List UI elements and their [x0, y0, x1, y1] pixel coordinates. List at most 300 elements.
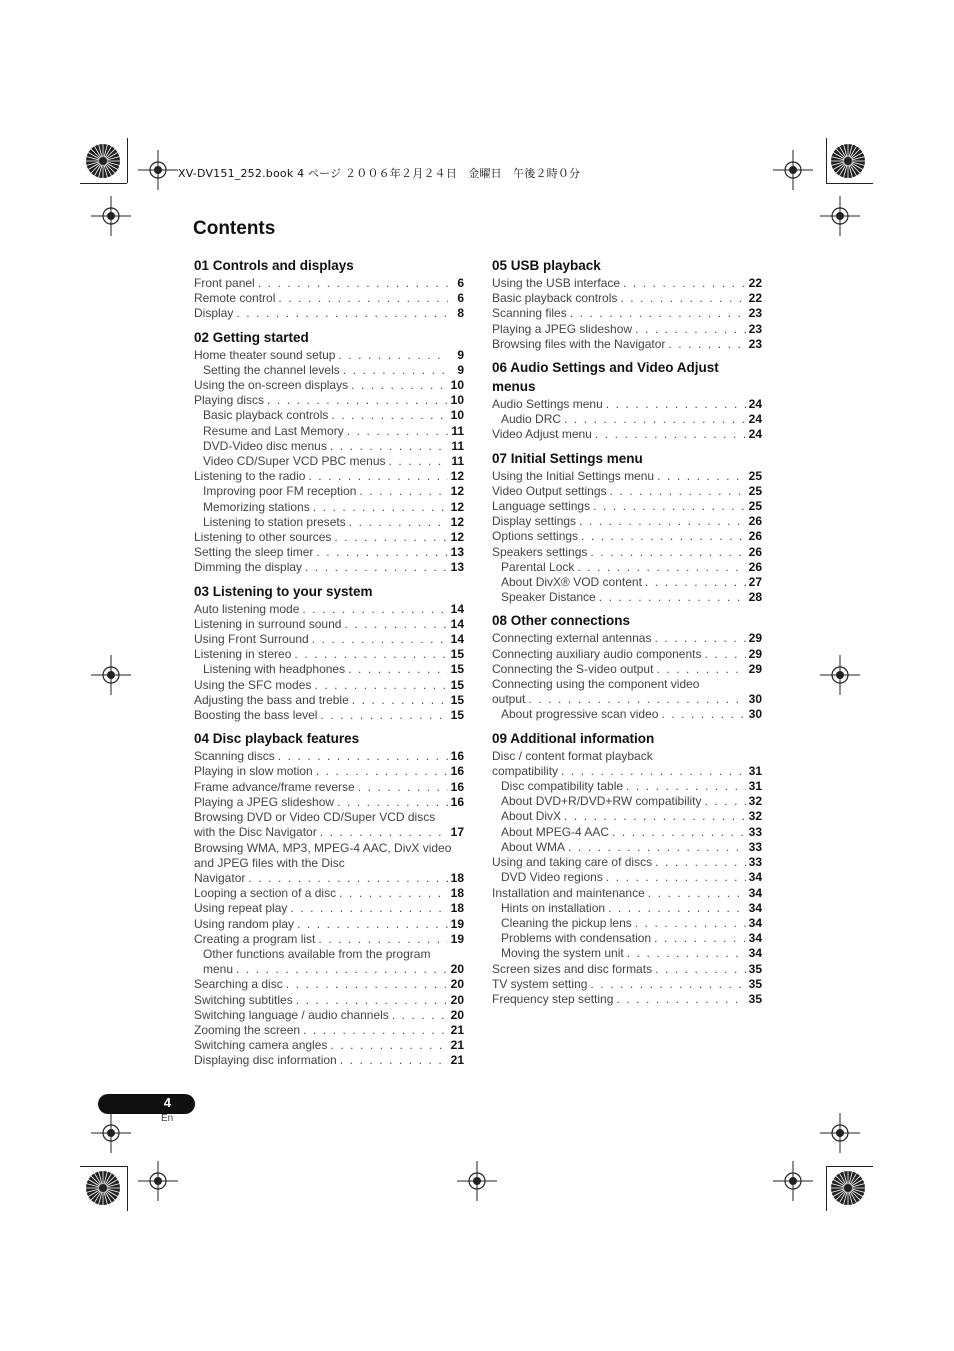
registration-starburst-icon: [85, 1170, 121, 1206]
toc-page-number: 18: [450, 901, 464, 916]
toc-entry[interactable]: [194, 780, 464, 795]
toc-page-number: 12: [450, 499, 464, 514]
toc-page-number: 18: [450, 886, 464, 901]
dot-leader: [248, 871, 448, 886]
dot-leader: [606, 870, 746, 885]
toc-entry[interactable]: [492, 764, 762, 779]
dot-leader: [348, 662, 448, 677]
toc-page-number: 24: [748, 397, 762, 412]
toc-entry[interactable]: [194, 825, 464, 840]
toc-page-number: 11: [451, 423, 464, 438]
toc-section: [194, 256, 464, 322]
toc-page-number: 26: [748, 544, 762, 559]
crop-line: [826, 1166, 827, 1211]
toc-section: [492, 449, 762, 606]
toc-entry-label: Using the USB interface: [492, 276, 621, 290]
dot-leader: [635, 322, 746, 337]
toc-entry[interactable]: [194, 962, 464, 977]
toc-left-column: [194, 256, 464, 1075]
toc-entry-label: Looping a section of a disc: [194, 886, 337, 901]
toc-entry[interactable]: [194, 708, 464, 723]
toc-entry-label: Using Front Surround: [194, 632, 309, 647]
toc-entry[interactable]: [492, 855, 762, 870]
toc-entry-label: Video CD/Super VCD PBC menus: [203, 454, 386, 469]
toc-entry-label: Frequency step setting: [492, 991, 614, 1006]
toc-page-number: 29: [748, 631, 762, 646]
toc-entry[interactable]: [194, 500, 464, 515]
toc-entry[interactable]: [194, 871, 464, 886]
toc-page-number: 11: [451, 454, 464, 469]
toc-entry[interactable]: [492, 825, 762, 840]
toc-page-number: 21: [450, 1053, 464, 1068]
toc-page-number: 23: [748, 321, 762, 336]
toc-entry[interactable]: [492, 291, 762, 306]
toc-page-number: 10: [450, 378, 464, 393]
toc-entry[interactable]: [492, 499, 762, 514]
toc-entry[interactable]: [492, 427, 762, 442]
registration-crosshair-icon: [457, 1161, 497, 1201]
dot-leader: [528, 692, 746, 707]
toc-page-number: 24: [748, 427, 762, 442]
toc-entry-label: About DivX® VOD content: [501, 575, 642, 590]
toc-entry-label: Searching a disc: [194, 977, 283, 992]
toc-entry[interactable]: [492, 962, 762, 977]
dot-leader: [577, 560, 746, 575]
toc-entry-label: Setting the sleep timer: [194, 545, 314, 560]
toc-entry-label: Browsing files with the Navigator: [492, 336, 666, 351]
registration-crosshair-icon: [773, 150, 813, 190]
toc-entry-label: Browsing WMA, MP3, MPEG-4 AAC, DivX video and JPEG files with the Disc: [194, 840, 452, 870]
toc-entry-label: Listening to other sources: [194, 530, 332, 545]
toc-entry-label: Using and taking care of discs: [492, 855, 653, 870]
dot-leader: [564, 412, 746, 427]
toc-page-number: 12: [450, 514, 464, 529]
registration-crosshair-icon: [91, 1113, 131, 1153]
toc-page-number: 35: [748, 976, 762, 991]
dot-leader: [654, 631, 746, 646]
toc-entry[interactable]: [194, 886, 464, 901]
toc-entry-label: Creating a program list: [194, 931, 316, 946]
toc-entry-label: Setting the channel levels: [203, 362, 340, 377]
toc-page-number: 29: [748, 646, 762, 661]
dot-leader: [593, 499, 746, 514]
dot-leader: [297, 917, 448, 932]
toc-entry-label: DVD-Video disc menus: [203, 438, 327, 453]
toc-entry-label: Connecting the S-video output: [492, 661, 654, 676]
dot-leader: [308, 469, 448, 484]
toc-entry[interactable]: [492, 322, 762, 337]
dot-leader: [661, 707, 746, 722]
toc-page-number: 34: [748, 915, 762, 930]
toc-entry[interactable]: [194, 1038, 464, 1053]
toc-entry-label: Switching subtitles: [194, 992, 293, 1007]
section-heading: 02 Getting started: [194, 329, 309, 345]
registration-crosshair-icon: [820, 196, 860, 236]
toc-page-number: 19: [450, 931, 464, 946]
dot-leader: [351, 378, 448, 393]
toc-page-number: 34: [748, 885, 762, 900]
toc-entry[interactable]: [492, 545, 762, 560]
toc-page-number: 12: [450, 469, 464, 484]
toc-entry-label: menu: [203, 962, 234, 977]
toc-entry[interactable]: [492, 794, 762, 809]
toc-entry[interactable]: [492, 484, 762, 499]
toc-entry[interactable]: [194, 693, 464, 708]
toc-entry[interactable]: [492, 840, 762, 855]
toc-entry[interactable]: [194, 306, 464, 321]
toc-entry-label: Auto listening mode: [194, 601, 300, 616]
toc-entry[interactable]: [194, 764, 464, 779]
toc-entry[interactable]: [492, 992, 762, 1007]
toc-entry[interactable]: [194, 439, 464, 454]
toc-entry-label: Basic playback controls: [203, 408, 329, 423]
toc-entry[interactable]: [492, 779, 762, 794]
toc-page-number: 33: [748, 855, 762, 870]
toc-entry-label: Problems with condensation: [501, 931, 652, 946]
dot-leader: [312, 632, 448, 647]
registration-crosshair-icon: [820, 1113, 860, 1153]
toc-entry[interactable]: [194, 484, 464, 499]
toc-entry-label: Speaker Distance: [501, 590, 596, 605]
toc-entry[interactable]: [492, 647, 762, 662]
toc-entry-label: Video Output settings: [492, 483, 607, 498]
crop-line: [826, 183, 873, 184]
toc-entry[interactable]: [194, 749, 464, 764]
dot-leader: [657, 469, 746, 484]
toc-entry-label: compatibility: [492, 763, 559, 778]
registration-crosshair-icon: [773, 1161, 813, 1201]
toc-page-number: 23: [748, 336, 762, 351]
toc-entry[interactable]: [194, 393, 464, 408]
toc-entry-label: Audio DRC: [501, 412, 562, 427]
toc-entry[interactable]: [492, 276, 762, 291]
toc-entry[interactable]: [194, 424, 464, 439]
toc-entry-label: Browsing DVD or Video CD/Super VCD discs: [194, 810, 436, 825]
toc-page-number: 29: [748, 661, 762, 676]
toc-page-number: 15: [450, 662, 464, 677]
toc-entry-label: Navigator: [194, 870, 246, 885]
toc-entry-label: Playing a JPEG slideshow: [194, 794, 335, 809]
toc-entry[interactable]: [492, 590, 762, 605]
toc-entry[interactable]: [492, 397, 762, 412]
dot-leader: [626, 779, 746, 794]
page-title: Contents: [193, 218, 276, 239]
dot-leader: [236, 306, 448, 321]
toc-entry-label: Using repeat play: [194, 901, 288, 916]
toc-entry[interactable]: [492, 946, 762, 961]
toc-entry[interactable]: [194, 291, 464, 306]
toc-entry-label: Front panel: [194, 276, 255, 290]
dot-leader: [612, 825, 746, 840]
toc-entry[interactable]: [194, 530, 464, 545]
toc-page-number: 24: [748, 412, 762, 427]
toc-entry-label: Parental Lock: [501, 559, 575, 574]
dot-leader: [258, 276, 448, 291]
toc-entry[interactable]: [194, 560, 464, 575]
toc-entry-label: Displaying disc information: [194, 1053, 337, 1068]
toc-entry[interactable]: [492, 337, 762, 352]
dot-leader: [359, 484, 448, 499]
toc-entry-label: About progressive scan video: [501, 707, 659, 722]
dot-leader: [347, 424, 448, 439]
toc-page-number: 6: [457, 276, 464, 290]
section-heading: 03 Listening to your system: [194, 583, 373, 599]
dot-leader: [389, 454, 448, 469]
toc-page-number: 9: [457, 347, 464, 362]
dot-leader: [294, 647, 448, 662]
toc-page-number: 30: [748, 692, 762, 707]
print-header: XV-DV151_252.book 4 ページ ２００６年２月２４日 金曜日 午後２時０分: [178, 167, 581, 180]
toc-page-number: 21: [450, 1038, 464, 1053]
dot-leader: [581, 529, 746, 544]
registration-crosshair-icon: [138, 150, 178, 190]
toc-page-number: 34: [748, 946, 762, 961]
toc-entry[interactable]: [194, 1053, 464, 1068]
toc-page-number: 15: [450, 677, 464, 692]
dot-leader: [290, 901, 448, 916]
toc-entry[interactable]: [492, 901, 762, 916]
dot-leader: [343, 363, 448, 378]
dot-leader: [314, 678, 448, 693]
dot-leader: [623, 276, 746, 291]
dot-leader: [570, 306, 746, 321]
toc-entry[interactable]: [194, 545, 464, 560]
toc-entry[interactable]: [194, 408, 464, 423]
toc-entry[interactable]: [194, 632, 464, 647]
dot-leader: [704, 647, 746, 662]
crop-line: [127, 1166, 128, 1211]
toc-page-number: 13: [450, 545, 464, 560]
dot-leader: [340, 1053, 448, 1068]
toc-page-number: 6: [457, 291, 464, 306]
toc-entry-label: Listening in stereo: [194, 647, 292, 662]
registration-crosshair-icon: [91, 655, 131, 695]
toc-entry[interactable]: [492, 809, 762, 824]
toc-entry[interactable]: [492, 692, 762, 707]
toc-entry-label: Zooming the screen: [194, 1022, 301, 1037]
toc-entry[interactable]: [194, 1008, 464, 1023]
toc-entry[interactable]: [492, 529, 762, 544]
toc-entry[interactable]: [194, 993, 464, 1008]
crop-line: [80, 1166, 127, 1167]
toc-entry-label: About WMA: [501, 839, 566, 854]
toc-entry-label: Connecting using the component video: [492, 677, 700, 692]
toc-entry-label: Using the on-screen displays: [194, 378, 349, 393]
toc-page-number: 32: [748, 809, 762, 824]
toc-entry[interactable]: [194, 363, 464, 378]
toc-entry-label: Moving the system unit: [501, 946, 624, 961]
toc-entry-continued: [194, 841, 464, 871]
toc-entry-continued: [492, 749, 762, 764]
toc-entry[interactable]: [492, 707, 762, 722]
toc-entry[interactable]: [194, 795, 464, 810]
toc-page-number: 14: [450, 601, 464, 616]
dot-leader: [590, 977, 746, 992]
toc-entry-label: DVD Video regions: [501, 870, 603, 885]
toc-entry[interactable]: [492, 631, 762, 646]
section-heading: 07 Initial Settings menu: [492, 450, 643, 466]
toc-entry[interactable]: [194, 617, 464, 632]
dot-leader: [608, 901, 746, 916]
dot-leader: [330, 1038, 448, 1053]
toc-page-number: 30: [748, 707, 762, 722]
toc-section: [194, 328, 464, 576]
dot-leader: [645, 575, 746, 590]
toc-page-number: 34: [748, 900, 762, 915]
toc-page-number: 11: [451, 438, 464, 453]
toc-entry-continued: [194, 810, 464, 825]
toc-entry[interactable]: [194, 602, 464, 617]
toc-entry[interactable]: [194, 662, 464, 677]
toc-page-number: 31: [748, 763, 762, 778]
toc-entry[interactable]: [492, 931, 762, 946]
dot-leader: [278, 291, 448, 306]
toc-entry[interactable]: [194, 469, 464, 484]
toc-entry-label: Options settings: [492, 529, 579, 544]
toc-entry[interactable]: [194, 276, 464, 291]
dot-leader: [392, 1008, 448, 1023]
toc-entry-label: Using the SFC modes: [194, 677, 312, 692]
toc-entry[interactable]: [194, 378, 464, 393]
dot-leader: [648, 886, 746, 901]
toc-entry[interactable]: [194, 647, 464, 662]
toc-right-column: [492, 256, 762, 1013]
section-heading: 09 Additional information: [492, 730, 655, 746]
toc-entry[interactable]: [492, 870, 762, 885]
toc-entry-label: Using random play: [194, 916, 295, 931]
toc-entry[interactable]: [194, 454, 464, 469]
toc-page-number: 25: [748, 483, 762, 498]
toc-entry-label: Listening to station presets: [203, 514, 346, 529]
toc-page-number: 17: [450, 825, 464, 840]
toc-entry-label: About DivX: [501, 809, 562, 824]
toc-page-number: 19: [450, 916, 464, 931]
toc-entry[interactable]: [492, 412, 762, 427]
toc-entry[interactable]: [492, 886, 762, 901]
toc-entry-label: Dimming the display: [194, 560, 303, 575]
toc-entry-label: Memorizing stations: [203, 499, 310, 514]
toc-section: [492, 358, 762, 443]
toc-entry-label: Home theater sound setup: [194, 347, 336, 362]
toc-entry-label: Speakers settings: [492, 544, 588, 559]
toc-entry-label: Playing a JPEG slideshow: [492, 321, 633, 336]
toc-page-number: 9: [457, 362, 464, 377]
dot-leader: [610, 484, 746, 499]
dot-leader: [316, 545, 448, 560]
toc-page-number: 33: [748, 824, 762, 839]
dot-leader: [620, 291, 746, 306]
toc-entry[interactable]: [492, 306, 762, 321]
toc-entry[interactable]: [492, 469, 762, 484]
dot-leader: [705, 794, 746, 809]
toc-page-number: 27: [748, 575, 762, 590]
toc-section: [194, 582, 464, 724]
toc-entry-label: Boosting the bass level: [194, 708, 318, 723]
toc-entry-label: Improving poor FM reception: [203, 484, 357, 499]
toc-entry-label: Display settings: [492, 514, 577, 529]
toc-entry-label: Listening with headphones: [203, 662, 346, 677]
dot-leader: [655, 855, 746, 870]
registration-crosshair-icon: [138, 1161, 178, 1201]
toc-page-number: 20: [450, 962, 464, 977]
toc-entry-label: Playing in slow motion: [194, 764, 313, 779]
toc-entry[interactable]: [194, 932, 464, 947]
toc-page-number: 35: [748, 991, 762, 1006]
dot-leader: [352, 693, 448, 708]
toc-page-number: 20: [450, 1007, 464, 1022]
dot-leader: [358, 780, 448, 795]
toc-entry-label: output: [492, 692, 526, 707]
dot-leader: [349, 515, 448, 530]
toc-entry[interactable]: [492, 662, 762, 677]
toc-entry-label: Hints on installation: [501, 900, 606, 915]
dot-leader: [320, 825, 448, 840]
toc-page-number: 26: [748, 559, 762, 574]
dot-leader: [579, 514, 746, 529]
toc-entry-continued: [194, 947, 464, 962]
toc-page-number: 23: [748, 306, 762, 321]
toc-page-number: 16: [450, 794, 464, 809]
toc-entry[interactable]: [194, 515, 464, 530]
toc-entry[interactable]: [194, 901, 464, 916]
toc-entry-label: Disc / content format playback: [492, 748, 653, 763]
toc-entry[interactable]: [492, 560, 762, 575]
dot-leader: [656, 662, 746, 677]
toc-page-number: 15: [450, 692, 464, 707]
dot-leader: [344, 617, 448, 632]
toc-entry-label: Cleaning the pickup lens: [501, 915, 632, 930]
toc-entry-label: Remote control: [194, 291, 276, 306]
registration-starburst-icon: [830, 143, 866, 179]
toc-entry-label: Switching camera angles: [194, 1038, 328, 1053]
toc-page-number: 12: [450, 530, 464, 545]
toc-entry[interactable]: [492, 575, 762, 590]
dot-leader: [599, 590, 746, 605]
toc-entry-label: Connecting auxiliary audio components: [492, 646, 702, 661]
registration-crosshair-icon: [820, 655, 860, 695]
toc-section: [492, 256, 762, 352]
dot-leader: [334, 530, 448, 545]
toc-page-number: 20: [450, 992, 464, 1007]
toc-page-number: 15: [450, 647, 464, 662]
toc-entry[interactable]: [492, 514, 762, 529]
toc-entry-label: Frame advance/frame reverse: [194, 779, 355, 794]
toc-entry[interactable]: [194, 977, 464, 992]
dot-leader: [320, 708, 448, 723]
toc-entry[interactable]: [492, 916, 762, 931]
toc-section: [492, 611, 762, 722]
toc-entry-label: Display: [194, 306, 234, 321]
toc-entry-label: Audio Settings menu: [492, 397, 603, 412]
page-number-badge: [98, 1094, 195, 1114]
toc-entry-label: Using the Initial Settings menu: [492, 468, 655, 483]
crop-line: [826, 138, 827, 183]
toc-entry[interactable]: [194, 678, 464, 693]
toc-entry[interactable]: [194, 1023, 464, 1038]
toc-entry[interactable]: [194, 348, 464, 363]
toc-page-number: 14: [450, 632, 464, 647]
dot-leader: [313, 500, 448, 515]
dot-leader: [595, 427, 746, 442]
dot-leader: [655, 962, 746, 977]
toc-entry-label: Scanning files: [492, 306, 567, 321]
dot-leader: [606, 397, 746, 412]
dot-leader: [302, 602, 448, 617]
toc-page-number: 35: [748, 961, 762, 976]
section-heading: 05 USB playback: [492, 258, 601, 273]
toc-entry[interactable]: [492, 977, 762, 992]
toc-entry[interactable]: [194, 917, 464, 932]
